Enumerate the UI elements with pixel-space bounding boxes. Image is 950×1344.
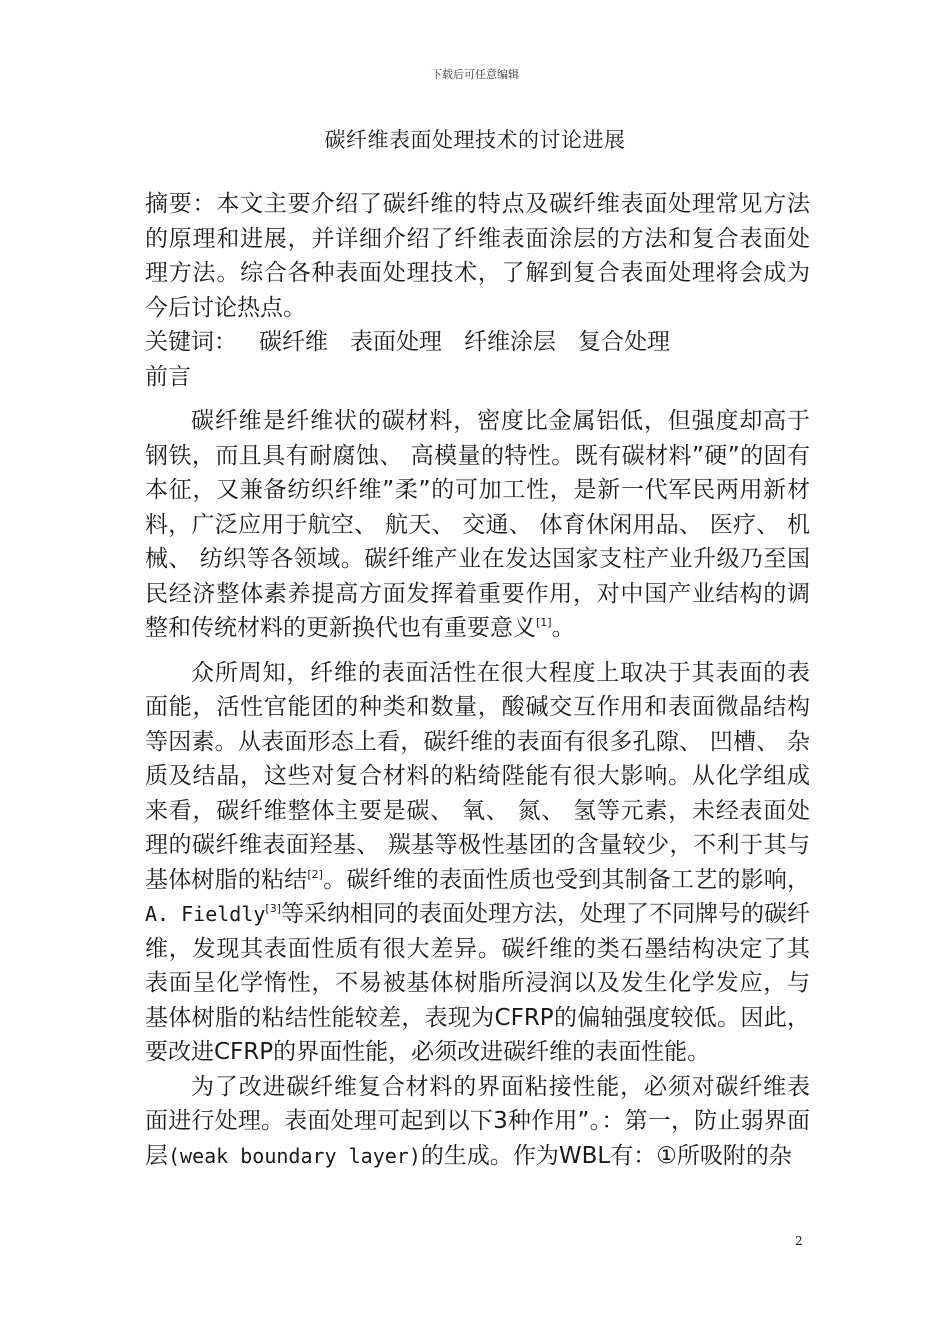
keyword-item: 表面处理 <box>350 329 442 355</box>
keywords-label: 关键词： <box>145 329 237 355</box>
keyword-item: 碳纤维 <box>259 329 328 355</box>
citation-ref: [1] <box>536 616 552 629</box>
page-title: 碳纤维表面处理技术的讨论进展 <box>324 128 626 152</box>
body-paragraph-2 <box>145 656 810 1070</box>
keywords-line <box>145 325 810 360</box>
abstract-text: 本文主要介绍了碳纤维的特点及碳纤维表面处理常见方法的原理和进展，并详细介绍了纤维表面涂层的方法和复合表面处理方法。综合各种表面处理技术，了解到复合表面处理将会成为今后讨论热点。 <box>145 191 811 321</box>
header-note: 下载后可任意编辑 <box>431 68 519 81</box>
abstract-paragraph <box>145 187 810 325</box>
author-name: A. Fieldly <box>145 902 266 926</box>
page-number: 2 <box>795 1234 803 1248</box>
abstract-label: 摘要： <box>145 191 217 217</box>
body-paragraph-3 <box>145 1070 810 1174</box>
paragraph-text: 为了改进碳纤维复合材料的界面粘接性能，必须对碳纤维表面进行处理。表面处理可起到以下3种作用”。：第一，防止弱界面层 <box>145 1073 810 1169</box>
citation-ref: [2] <box>307 867 323 881</box>
paragraph-text: 的生成。作为WBL有：①所吸附的杂 <box>420 1142 792 1169</box>
citation-ref: [3] <box>265 902 282 915</box>
keyword-item: 纤维涂层 <box>464 329 556 355</box>
paragraph-text: 众所周知，纤维的表面活性在很大程度上取决于其表面的表面能，活性官能团的种类和数量，酸碱交互作用和表面微晶结构等因素。从表面形态上看，碳纤维的表面有很多孔隙、 凹槽、 杂质及结晶，这些对复合材料的粘绮陛能有很大影响。从化学组成来看，碳纤维整体主要是碳、 氧、 氮、 氢等元素，未经表面处理的碳纤维表面羟基、 羰基等极性基团的含量较少，不利于其与基体树脂的粘结 <box>145 659 810 893</box>
paragraph-text: 碳纤维是纤维状的碳材料，密度比金属铝低，但强度却高于钢铁，而且具有耐腐蚀、 高模量的特性。既有碳材料”硬”的固有本征，又兼备纺织纤维”柔”的可加工性，是新一代军民两用新材料，广泛应用于航空、 航天、 交通、 体育休闲用品、 医疗、 机械、 纺织等各领域。碳纤维产业在发达国家支柱产业升级乃至国民经济整体素养提高方面发挥着重要作用，对中国产业结构的调整和传统材料的更新换代也有重要意义 <box>145 408 810 641</box>
document-body <box>145 187 810 1173</box>
english-term: (weak boundary layer) <box>168 1143 421 1168</box>
paragraph-end: 。 <box>551 615 575 641</box>
paragraph-text: 等采纳相同的表面处理方法，处理了不同牌号的碳纤维，发现其表面性质有很大差异。碳纤维的类石墨结构决定了其表面呈化学惰性，不易被基体树脂所浸润以及发生化学发应，与基体树脂的粘结性能较差，表现为CFRP的偏轴强度较低。因此，要改进CFRP的界面性能，必须改进碳纤维的表面性能。 <box>145 901 811 1065</box>
keyword-item: 复合处理 <box>578 329 670 355</box>
body-paragraph-1 <box>145 404 810 646</box>
paragraph-text: 。碳纤维的表面性质也受到其制备工艺的影响， <box>322 866 811 893</box>
preface-heading: 前言 <box>145 363 191 390</box>
